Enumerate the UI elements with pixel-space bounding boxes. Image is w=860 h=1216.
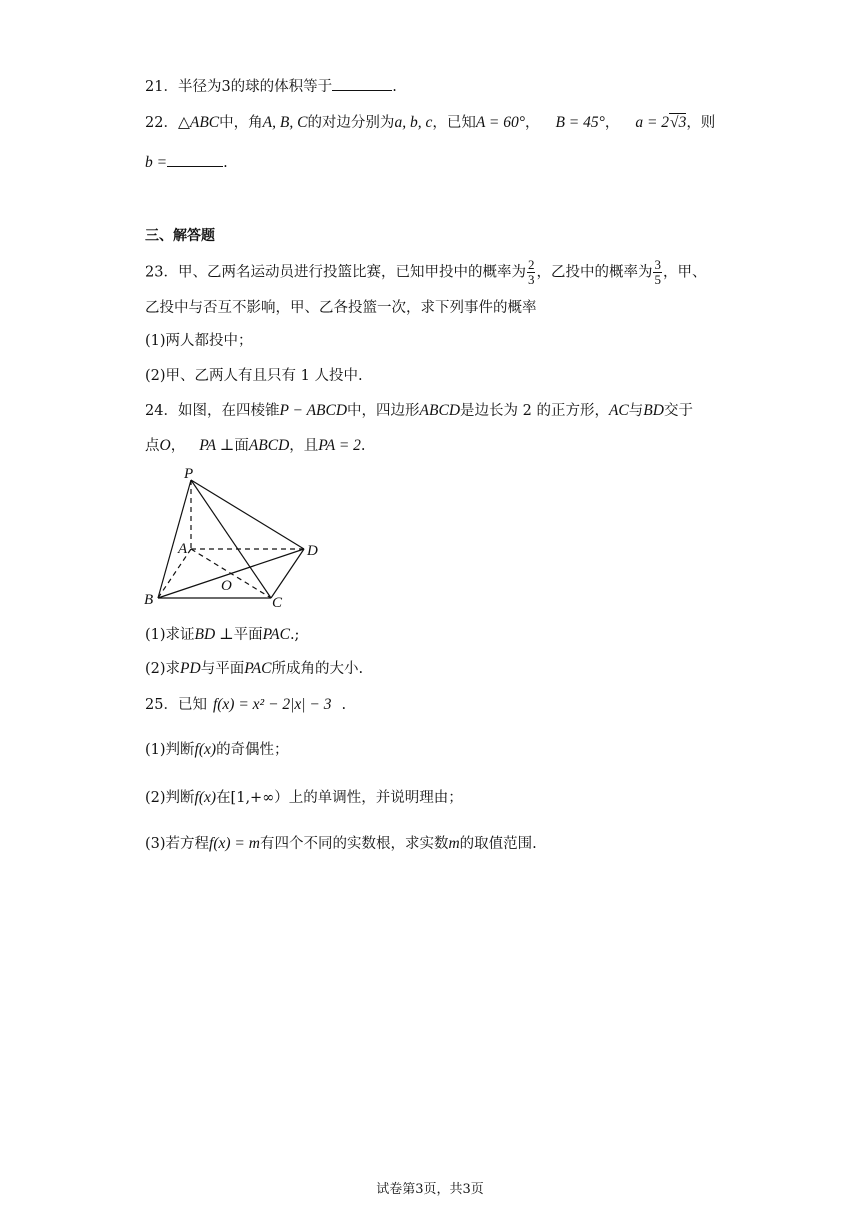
math-fx-m: f(x) = m (209, 835, 260, 852)
question-text: 有四个不同的实数根，求实数 (259, 836, 449, 852)
punct: ， (604, 115, 620, 131)
math-condition-a: A = 60° (475, 114, 525, 131)
question-number: 23． (145, 264, 178, 281)
question-text: 面 (234, 438, 249, 454)
math-m: m (448, 835, 460, 852)
math-triangle: △ABC (177, 114, 220, 131)
question-text: 如图，在四棱锥 (177, 403, 280, 419)
question-text: (3)若方程 (145, 836, 210, 852)
question-text: 是边长为 2 的正方形， (460, 403, 609, 419)
label-a: A (178, 541, 188, 557)
math-bd: BD (643, 402, 664, 419)
math-b-equals: b = (145, 154, 168, 171)
math-pyramid: P − ABCD (279, 402, 348, 419)
question-number: 24． (145, 403, 178, 419)
math-square: ABCD (419, 402, 461, 419)
question-text: 的对边分别为 (307, 115, 395, 131)
punct: . (392, 79, 397, 95)
math-o: O (159, 437, 171, 454)
fraction-3-5 (653, 258, 662, 287)
question-23-part1: (1)两人都投中； (145, 333, 253, 349)
punct: . (341, 697, 347, 713)
question-text: 点 (145, 438, 160, 454)
question-24-part1 (145, 625, 299, 645)
section-heading: 三、解答题 (145, 228, 215, 244)
answer-blank[interactable] (167, 152, 223, 167)
math-ac: AC (608, 402, 629, 419)
question-text: ，已知 (432, 115, 476, 131)
edge-cd (271, 549, 304, 598)
denominator: 5 (654, 272, 661, 287)
page-footer: 试卷第3页，共3页 (376, 1182, 484, 1197)
question-number: 21． (145, 79, 178, 95)
question-21 (145, 76, 397, 97)
edge-pb (158, 480, 191, 598)
label-o: O (221, 578, 232, 594)
edge-pd (191, 480, 304, 549)
math-pac: PAC (244, 660, 272, 677)
question-22 (145, 113, 715, 133)
question-text: 中，角 (219, 115, 263, 131)
numerator: 2 (527, 257, 535, 272)
label-b: B (144, 592, 154, 608)
question-25-part1 (145, 740, 289, 760)
label-d: D (307, 543, 318, 559)
label-c: C (272, 595, 283, 611)
question-text: 已知 (177, 697, 207, 713)
denominator: 3 (527, 272, 535, 287)
question-number: 22． (145, 115, 178, 131)
question-25-part2 (145, 788, 463, 808)
math-abcd: ABCD (248, 437, 290, 454)
math-pa-perp: PA ⊥ (199, 437, 235, 454)
question-text: 的奇偶性； (216, 742, 289, 758)
question-text: 平面 (233, 627, 263, 643)
question-text: 所成角的大小. (271, 661, 364, 677)
math-sides: a, b, c (394, 114, 433, 131)
math-pd: PD (180, 660, 201, 677)
pyramid-figure (140, 462, 340, 612)
question-text: 甲、乙两名运动员进行投篮比赛，已知甲投中的概率为 (177, 264, 526, 281)
question-text: (2)求 (145, 661, 181, 677)
punct: ， (524, 115, 540, 131)
question-22-line2 (145, 152, 228, 173)
sqrt-symbol: √3 (670, 114, 687, 131)
question-23-line2: 乙投中与否互不影响，甲、乙各投篮一次，求下列事件的概率 (145, 300, 537, 316)
question-25-part3 (145, 834, 537, 854)
answer-blank[interactable] (332, 76, 392, 91)
question-text: 的取值范围. (459, 836, 537, 852)
question-25 (145, 695, 346, 715)
question-text: 与平面 (200, 661, 245, 677)
question-24-part2 (145, 659, 363, 679)
question-text: ，甲、 (662, 264, 707, 281)
label-p: P (184, 466, 194, 482)
question-text: 在[1,+∞）上的单调性，并说明理由； (216, 790, 463, 806)
question-24 (145, 401, 693, 421)
punct: . (223, 155, 228, 171)
question-text: 交于 (663, 403, 693, 419)
punct: . (360, 438, 366, 454)
math-bd-perp: BD ⊥ (194, 626, 234, 643)
question-24-line2 (145, 436, 366, 456)
math-pac: PAC (262, 626, 290, 643)
question-23 (145, 258, 706, 287)
math-fx: f(x) (194, 741, 217, 758)
question-text: ，则 (686, 115, 716, 131)
math-pa-value: PA = 2 (318, 437, 361, 454)
question-text: (2)判断 (145, 790, 195, 806)
question-text: 与 (628, 403, 644, 419)
punct: ， (170, 438, 186, 454)
fraction-2-3 (527, 258, 536, 287)
math-condition-b: B = 45° (555, 114, 605, 131)
math-side-a: a = 2 (635, 114, 670, 131)
question-23-part2: (2)甲、乙两人有且只有 1 人投中. (145, 368, 363, 384)
question-text: ，且 (289, 438, 319, 454)
numerator: 3 (654, 257, 661, 272)
question-text: (1)求证 (145, 627, 195, 643)
sqrt-radicand: 3 (678, 114, 687, 131)
punct: .; (289, 627, 300, 643)
question-text: 中，四边形 (347, 403, 420, 419)
question-text: (1)判断 (145, 742, 195, 758)
question-text: ，乙投中的概率为 (536, 264, 653, 281)
math-fx: f(x) (194, 789, 217, 806)
math-angles: A, B, C (262, 114, 308, 131)
math-function: f(x) = x² − 2|x| − 3 (212, 696, 332, 713)
question-number: 25． (145, 697, 178, 713)
question-text: 半径为3的球的体积等于 (177, 79, 333, 95)
